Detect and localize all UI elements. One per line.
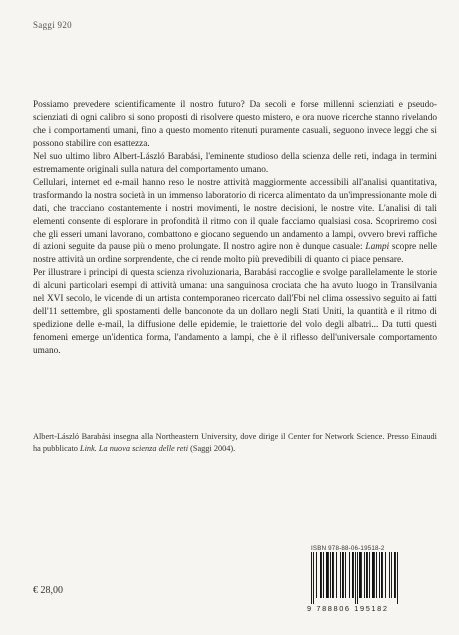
author-note-text: Albert-László Barabási insegna alla Northeastern University, dove dirige il Center for Network Science. Presso Einaudi ha pubblicato (33, 432, 437, 453)
barcode-icon (309, 552, 427, 604)
book-title-italic: Lampi (365, 242, 390, 253)
author-note-text: (Saggi 2004). (188, 444, 236, 453)
isbn-label: ISBN 978-88-06-19518-2 (311, 545, 385, 552)
blurb-paragraph: Nel suo ultimo libro Albert-László Barabási, l'eminente studioso della scienza delle reti, indaga in termini estremamente originali sulla natura del comportamento umano. (33, 151, 437, 175)
author-note-book-title: Link. La nuova scienza delle reti (80, 444, 189, 453)
series-label: Saggi 920 (33, 20, 72, 30)
price: € 28,00 (33, 585, 63, 596)
blurb-paragraph: Per illustrare i principi di questa scienza rivoluzionaria, Barabási raccoglie e svolge parallelamente le storie di alcuni particolari esempi di attività umana: una sanguinosa crociata che ha avuto luogo in Transilvania nel XVI secolo, le vicende di un artista contemporaneo ricercato dall'Fbi nel clima ossessivo seguito ai fatti dell'11 settembre, gli spostamenti delle banconote da un dollaro negli Stati Uniti, la quantità e il ritmo di spedizione delle e-mail, la diffusione delle epidemie, le traiettorie del volo degli albatri... Da tutti questi fenomeni emerge un'identica forma, l'andamento a lampi, che è il riflesso dell'universale comportamento umano. (33, 268, 437, 357)
blurb-paragraph (33, 177, 437, 268)
blurb-paragraph: Possiamo prevedere scientificamente il nostro futuro? Da secoli e forse millenni scienziati e pseudo-scienziati di ogni calibro si sono proposti di risolvere questo mistero, e ora nuove ricerche stanno rivelando che i comportamenti umani, fino a questo momento ritenuti puramente casuali, seguono invece leggi che si possono stabilire con esattezza. (33, 100, 437, 149)
blurb-paragraph-text: scopre nelle nostre attività un ordine sorprendente, che ci rende molto più prevedibili di quanto ci piace pensare. (33, 242, 438, 266)
blurb-paragraph-text: Cellulari, internet ed e-mail hanno reso le nostre attività maggiormente accessibili all'analisi quantitativa, trasformando la nostra società in un immenso laboratorio di ricerca alimentato da un'impressionante mole di dati, che tracciano costantemente i nostri movimenti, le nostre decisioni, le nostre vite. L'analisi di tali elementi consente di esplorare in profondità il ritmo con il quale facciamo qualsiasi cosa. Scopriremo così che gli esseri umani lavorano, combattono e giocano seguendo un andamento a lampi, ovvero brevi raffiche di azioni seguite da pause più o meno prolungate. Il nostro agire non è dunque casuale: (33, 177, 437, 253)
author-note (33, 431, 437, 455)
blurb-text (33, 99, 437, 358)
barcode-number: 9 788806 195182 (307, 604, 389, 613)
